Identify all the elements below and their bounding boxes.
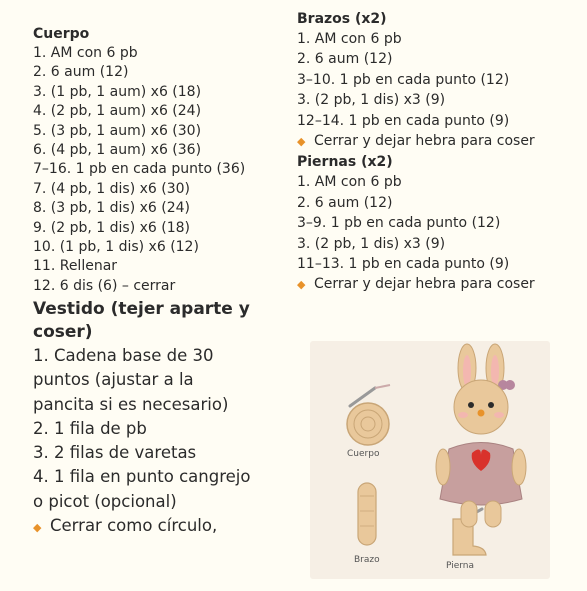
- instruction-line: o picot (opcional): [33, 491, 177, 511]
- piernas-title: Piernas (x2): [297, 154, 393, 171]
- caption-cuerpo: Cuerpo: [347, 449, 380, 459]
- instruction-line: 12. 6 dis (6) – cerrar: [33, 277, 176, 294]
- piernas-list: [297, 172, 582, 274]
- left-column: [33, 24, 283, 540]
- brazos-list: [297, 29, 582, 131]
- instruction-line: 1. AM con 6 pb: [33, 45, 138, 61]
- instruction-line: pancita si es necesario): [33, 394, 229, 414]
- instruction-line: 12–14. 1 pb en cada punto (9): [297, 112, 510, 129]
- instruction-line: 11. Rellenar: [33, 258, 118, 275]
- vestido-close-text: Cerrar como círculo,: [50, 515, 218, 535]
- vestido-title: [33, 298, 283, 344]
- piernas-close-text: Cerrar y dejar hebra para coser: [314, 276, 535, 293]
- bunny-icon: [436, 344, 526, 527]
- instruction-line: 3. (2 pb, 1 dis) x3 (9): [297, 92, 446, 109]
- diamond-bullet-icon: ◆: [297, 135, 306, 149]
- instruction-line: 11–13. 1 pb en cada punto (9): [297, 256, 510, 273]
- brazos-close-line: [297, 131, 582, 152]
- vestido-close-line: [33, 514, 283, 540]
- instruction-line: 5. (3 pb, 1 aum) x6 (30): [33, 122, 202, 139]
- amigurumi-illustration: [310, 341, 550, 579]
- instruction-line: puntos (ajustar a la: [33, 370, 194, 390]
- instruction-line: 10. (1 pb, 1 dis) x6 (12): [33, 239, 199, 256]
- instruction-line: 3. 2 filas de varetas: [33, 443, 197, 463]
- instruction-line: 4. 1 fila en punto cangrejo: [33, 467, 251, 487]
- instruction-line: 2. 6 aum (12): [33, 64, 129, 81]
- instruction-line: 3–10. 1 pb en cada punto (12): [297, 71, 510, 88]
- instruction-line: 2. 6 aum (12): [297, 51, 393, 68]
- brazo-piece-icon: [358, 483, 376, 545]
- cuerpo-piece-icon: [347, 385, 390, 445]
- caption-brazo: Brazo: [354, 555, 380, 565]
- instruction-line: 7–16. 1 pb en cada punto (36): [33, 161, 246, 178]
- instruction-line: 3. (2 pb, 1 dis) x3 (9): [297, 235, 446, 252]
- piernas-close-line: [297, 274, 582, 295]
- brazos-title: Brazos (x2): [297, 11, 387, 27]
- instruction-line: 6. (4 pb, 1 aum) x6 (36): [33, 142, 202, 159]
- vestido-title-line-2: coser): [33, 322, 93, 343]
- instruction-line: 9. (2 pb, 1 dis) x6 (18): [33, 219, 191, 236]
- instruction-line: 1. AM con 6 pb: [297, 174, 402, 191]
- cuerpo-list: [33, 44, 283, 296]
- instruction-line: 4. (2 pb, 1 aum) x6 (24): [33, 103, 202, 120]
- brazos-close-text: Cerrar y dejar hebra para coser: [314, 133, 535, 150]
- amigurumi-drawing: [310, 341, 550, 579]
- right-column: [297, 9, 582, 296]
- instruction-line: 8. (3 pb, 1 dis) x6 (24): [33, 200, 191, 217]
- caption-pierna: Pierna: [446, 561, 475, 571]
- instruction-line: 3. (1 pb, 1 aum) x6 (18): [33, 83, 202, 100]
- diamond-bullet-icon: ◆: [297, 278, 306, 292]
- instruction-line: 7. (4 pb, 1 dis) x6 (30): [33, 180, 191, 197]
- cuerpo-title: Cuerpo: [33, 26, 90, 42]
- instruction-line: 2. 1 fila de pb: [33, 418, 147, 438]
- instruction-line: 1. Cadena base de 30: [33, 346, 214, 366]
- vestido-list: [33, 344, 283, 513]
- instruction-line: 1. AM con 6 pb: [297, 31, 402, 47]
- diamond-bullet-icon: ◆: [33, 520, 42, 534]
- instruction-line: 3–9. 1 pb en cada punto (12): [297, 215, 501, 232]
- instruction-line: 2. 6 aum (12): [297, 194, 393, 211]
- vestido-title-line-1: Vestido (tejer aparte y: [33, 299, 250, 320]
